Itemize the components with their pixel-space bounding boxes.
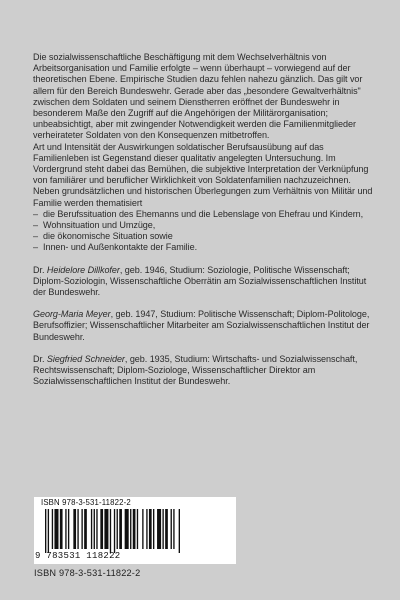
author-name: Georg-Maria Meyer [33,309,111,320]
dash-marker: – [33,231,38,242]
intro-paragraph: Die sozialwissenschaftliche Beschäftigung mit dem Wechselverhältnis von Arbeitsorganisation und Familie erfolgte – wenn überhaupt – vorwiegend auf der theoretischen Ebene. Empirische Studien dazu fehlen nahezu gänzlich. Das gilt vor allem für den Bereich Bundeswehr. Gerade aber das „besondere Gewaltverhältnis" zwischen dem Soldaten und seinem Dienstherren eröffnet der Bundeswehr in besonderem Maße den Zugriff auf die Angehörigen der Militärorganisation; unbeabsichtigt, aber mit zwingender Notwendigkeit werden die Familienmitglieder verheirateter Soldaten von den Konsequenzen mitbetroffen. [33,52,363,141]
author-bio-3: Dr. Siegfried Schneider, geb. 1935, Studium: Wirtschafts- und Sozialwissenschaft, Rechtswissenschaft; Diplom-Soziologe, Wissenschaftlicher Direktor am Sozialwissenschaftlichen Institut der Bundeswehr. [33,353,358,387]
barcode-isbn-label: ISBN 978-3-531-11822-2 [41,498,131,507]
dash-marker: – [33,220,38,231]
dash-marker: – [33,208,38,219]
author-name: Siegfried Schneider [46,353,125,364]
list-item: – die ökonomische Situation sowie [33,231,173,242]
author-bio-1: Dr. Heidelore Dillkofer, geb. 1946, Studium: Soziologie, Politische Wissenschaft; Diplom-Soziologin, Wissenschaftliche Oberrätin am Sozialwissenschaftlichen Institut der Bundeswehr. [33,264,367,298]
list-item: – Innen- und Außenkontakte der Familie. [33,242,198,253]
barcode-icon [43,509,227,553]
back-cover-text [33,52,376,387]
author-bio-2: Georg-Maria Meyer, geb. 1947, Studium: Politische Wissenschaft; Diplom-Politologe, Berufsoffizier; Wissenschaftlicher Mitarbeiter am Sozialwissenschaftlichen Institut der Bundeswehr. [33,309,370,342]
list-item: – die Berufssituation des Ehemanns und die Lebenslage von Ehefrau und Kindern, [33,208,364,219]
list-item: – Wohnsituation und Umzüge, [33,220,156,231]
barcode-digits: 9 783531 118222 [35,551,121,561]
topics-list [33,209,376,254]
topics-paragraph: Art und Intensität der Auswirkungen soldatischer Berufsausübung auf das Familienleben ist Gegenstand dieser qualitativ angelegten Untersuchung. Im Vordergrund steht dabei das Bemühen, die subjektive Interpretation der Verknüpfung von familiärer und beruflicher Wirklichkeit von Soldatenfamilien nachzuzeichnen. Neben grundsätzlichen und historischen Überlegungen zum Verhältnis von Militär und Familie werden thematisiert [33,141,373,208]
author-name: Heidelore Dillkofer [46,264,120,275]
isbn-number: ISBN 978-3-531-11822-2 [34,568,141,578]
barcode-panel [34,497,236,564]
dash-marker: – [33,242,38,253]
